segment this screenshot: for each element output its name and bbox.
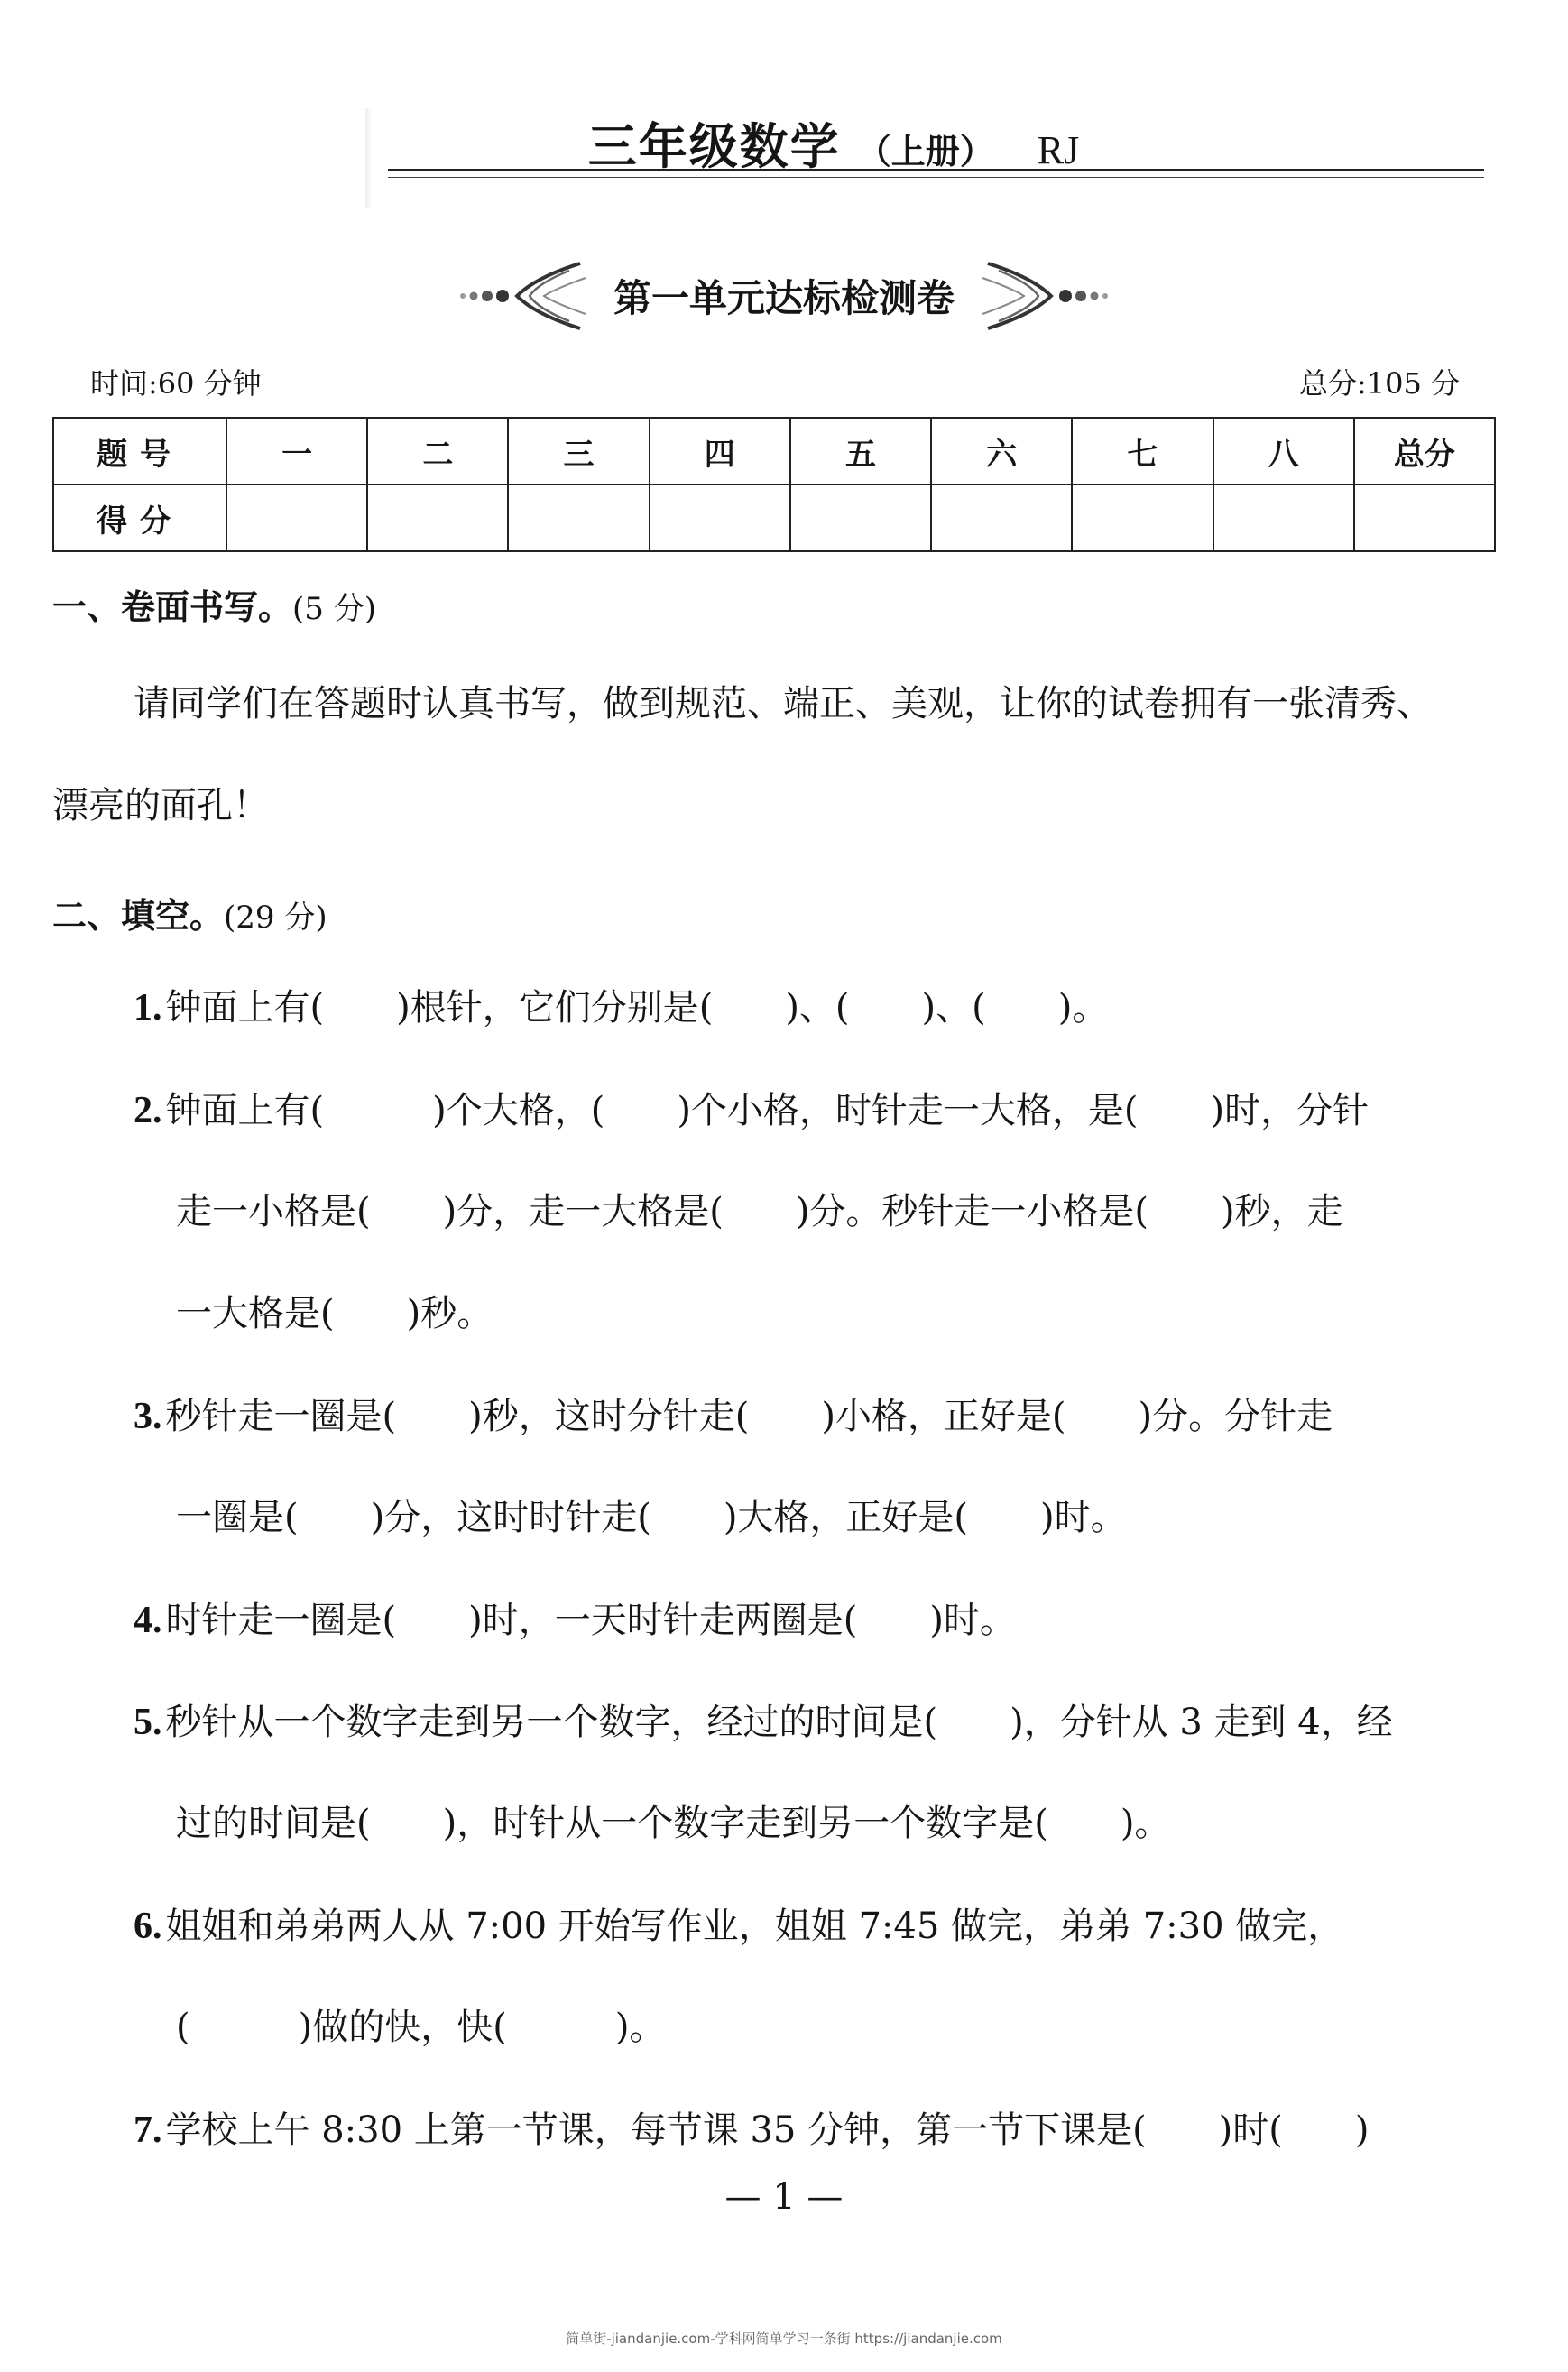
score-table-column: 二 xyxy=(367,418,508,485)
score-table-column: 四 xyxy=(650,418,790,485)
header-rule xyxy=(388,169,1484,171)
score-table-column: 五 xyxy=(790,418,931,485)
score-table-column: 六 xyxy=(931,418,1072,485)
question-text: 学校上午 8:30 上第一节课，每节课 35 分钟，第一节下课是( )时( ) xyxy=(165,2109,1370,2151)
question-3-line-2: 一圈是( )分，这时时针走( )大格，正好是( )时。 xyxy=(176,1497,1127,1538)
score-cell[interactable] xyxy=(931,485,1072,551)
score-cell[interactable] xyxy=(508,485,649,551)
question-7 xyxy=(134,2111,1370,2149)
score-table-column: 三 xyxy=(508,418,649,485)
score-cell[interactable] xyxy=(1213,485,1354,551)
section-2-points: (29 分) xyxy=(224,900,327,936)
book-title-volume: （上册） xyxy=(856,132,994,171)
score-table-score-row xyxy=(53,485,1495,551)
edition-label: RJ xyxy=(1037,128,1080,172)
score-table-row-label: 题号 xyxy=(53,418,226,485)
score-cell[interactable] xyxy=(790,485,931,551)
section-1-text-line: 漂亮的面孔！ xyxy=(52,785,269,826)
exam-time: 时间:60 分钟 xyxy=(90,366,262,401)
question-text: 秒针从一个数字走到另一个数字，经过的时间是( )，分针从 3 走到 4，经 xyxy=(165,1702,1393,1743)
question-number: 7. xyxy=(134,2109,162,2151)
exam-total-score: 总分:105 分 xyxy=(1298,366,1460,401)
question-text: 钟面上有( )个大格，( )个小格，时针走一大格，是( )时，分针 xyxy=(165,1090,1370,1131)
question-number: 1. xyxy=(134,987,162,1029)
question-4 xyxy=(134,1601,1016,1639)
question-number: 6. xyxy=(134,1906,162,1947)
question-number: 4. xyxy=(134,1600,162,1641)
score-cell[interactable] xyxy=(1072,485,1213,551)
question-number: 5. xyxy=(134,1702,162,1743)
book-title xyxy=(0,108,1568,178)
section-1-title: 一、卷面书写。 xyxy=(52,587,293,627)
score-table-column: 七 xyxy=(1072,418,1213,485)
header-rule-thin xyxy=(388,177,1484,178)
section-1-text-line: 请同学们在答题时认真书写，做到规范、端正、美观，让你的试卷拥有一张清秀、 xyxy=(134,683,1433,725)
question-text: 姐姐和弟弟两人从 7:00 开始写作业，姐姐 7:45 做完，弟弟 7:30 做完， xyxy=(165,1906,1344,1947)
unit-title: 第一单元达标检测卷 xyxy=(613,276,955,320)
score-table-column: 一 xyxy=(226,418,367,485)
unit-title-banner xyxy=(0,260,1568,332)
score-table-column: 总分 xyxy=(1354,418,1495,485)
question-number: 2. xyxy=(134,1090,162,1131)
section-1-points: (5 分) xyxy=(292,591,376,627)
score-table-row-label: 得分 xyxy=(53,485,226,551)
question-6 xyxy=(134,1907,1343,1945)
left-ornament-icon xyxy=(454,260,589,332)
question-6-line-2: ( )做的快，快( )。 xyxy=(176,2007,666,2048)
question-3 xyxy=(134,1398,1333,1435)
site-footer: 简单街-jiandanjie.com-学科网简单学习一条街 https://jiandanjie.com xyxy=(566,2330,1002,2347)
section-1-heading xyxy=(52,579,376,629)
book-title-main: 三年级数学 xyxy=(587,118,841,175)
question-5 xyxy=(134,1703,1393,1741)
score-table-header-row xyxy=(53,418,1495,485)
section-2-title: 二、填空。 xyxy=(52,896,225,936)
score-table-column: 八 xyxy=(1213,418,1354,485)
question-5-line-2: 过的时间是( )，时针从一个数字走到另一个数字是( )。 xyxy=(176,1803,1171,1844)
section-2-heading xyxy=(52,888,327,937)
question-2-line-2: 走一小格是( )分，走一大格是( )分。秒针走一小格是( )秒，走 xyxy=(176,1191,1343,1232)
score-cell[interactable] xyxy=(367,485,508,551)
question-text: 钟面上有( )根针，它们分别是( )、( )、( )。 xyxy=(165,987,1109,1029)
question-text: 时针走一圈是( )时，一天时针走两圈是( )时。 xyxy=(165,1600,1016,1641)
page-number: — 1 — xyxy=(724,2176,844,2218)
score-cell[interactable] xyxy=(650,485,790,551)
score-cell[interactable] xyxy=(1354,485,1495,551)
question-1 xyxy=(134,989,1108,1027)
right-ornament-icon xyxy=(979,260,1114,332)
question-number: 3. xyxy=(134,1396,162,1437)
question-text: 秒针走一圈是( )秒，这时分针走( )小格，正好是( )分。分针走 xyxy=(165,1396,1333,1437)
question-2-line-3: 一大格是( )秒。 xyxy=(176,1293,493,1334)
question-2 xyxy=(134,1092,1369,1130)
score-cell[interactable] xyxy=(226,485,367,551)
score-table xyxy=(52,417,1496,552)
